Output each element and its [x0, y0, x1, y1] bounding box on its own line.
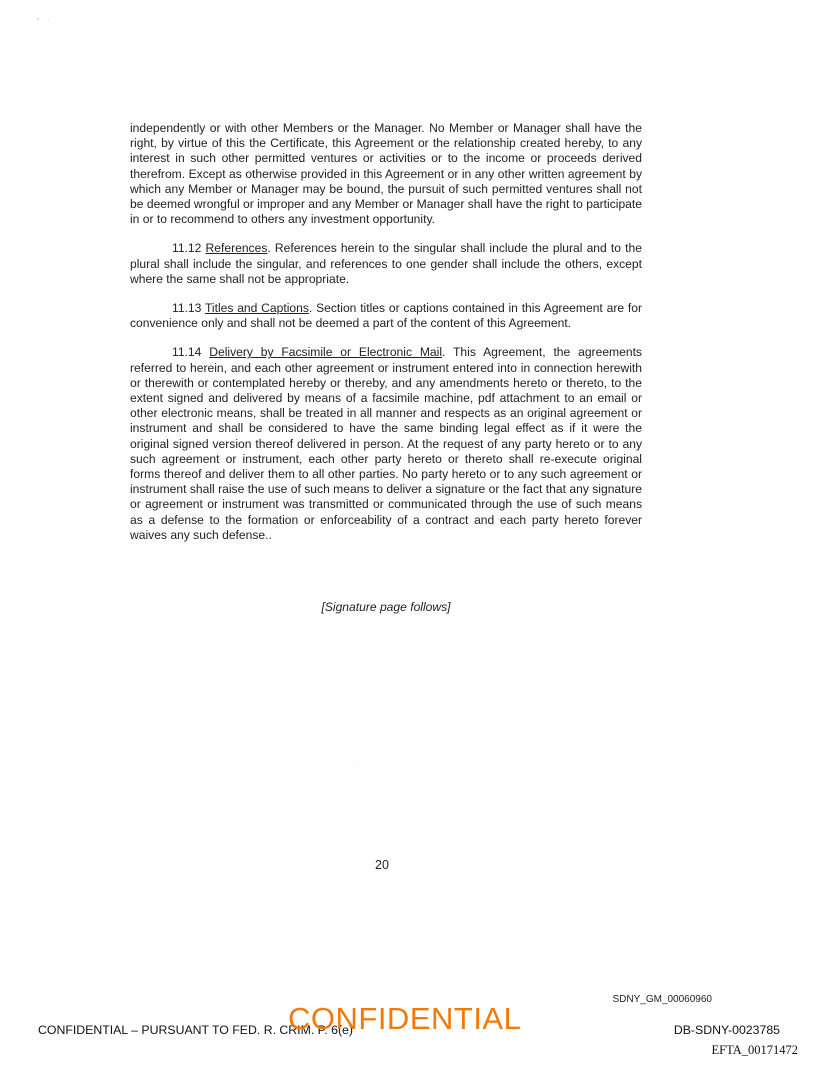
section-number: 11.12	[172, 241, 202, 256]
section-number: 11.14	[172, 345, 202, 360]
section-11-12: 11.12 References. References herein to the singular shall include the plural and to the plural shall include the singular, and references to one gender shall include the others, except where the same shall not be appropriate.	[130, 241, 642, 286]
section-11-14: 11.14 Delivery by Facsimile or Electronic Mail. This Agreement, the agreements referred to herein, and each other agreement or instrument entered into in connection herewith or therewith or contemplated hereby or thereby, and any amendments hereto or thereto, to the extent signed and delivered by means of a facsimile machine, pdf attachment to an email or other electronic means, shall be treated in all manner and respects as an original agreement or instrument and shall be considered to have the same binding legal effect as if it were the original signed version thereof delivered in person. At the request of any party hereto or to any such agreement or instrument, each other party hereto or thereto shall re-execute original forms thereof and deliver them to all other parties. No party hereto or to any such agreement or instrument shall raise the use of such means to deliver a signature or the fact that any signature or agreement or instrument was transmitted or communicated through the use of such means as a defense to the formation or enforceability of a contract and each party hereto forever waives any such defense..	[130, 345, 642, 542]
confidential-stamp: CONFIDENTIAL	[288, 1001, 522, 1036]
signature-page-note: [Signature page follows]	[321, 600, 451, 614]
paragraph-continuation	[130, 121, 642, 227]
page-number: 20	[375, 858, 389, 872]
bates-number-db: DB-SDNY-0023785	[673, 1023, 780, 1037]
section-heading: References	[205, 241, 268, 256]
paragraph-text: independently or with other Members or the Manager. No Member or Manager shall have the right, by virtue of this the Certificate, this Agreement or the relationship created hereby, to any interest in such other permitted ventures or activities or to the income or proceeds derived therefrom. Except as otherwise provided in this Agreement or in any other written agreement by which any Member or Manager may be bound, the pursuit of such permitted ventures shall not be deemed wrongful or improper and any Member or Manager shall have the right to participate in or to recommend to others any investment opportunity.	[130, 121, 642, 227]
section-text: References herein to the singular shall include the plural and to the plural shall include the singular, and references to one gender shall include the others, except where the same shall not be appropriate.	[130, 241, 642, 286]
document-body	[130, 121, 642, 557]
bates-number-sdny: SDNY_GM_00060960	[612, 994, 712, 1005]
section-text: This Agreement, the agreements referred to herein, and each other agreement or instrument entered into in connection herewith or therewith or contemplated hereby or thereby, and any amendments hereto or thereto, to the extent signed and delivered by means of a facsimile machine, pdf attachment to an email or other electronic means, shall be treated in all manner and respects as an original agreement or instrument and shall be considered to have the same binding legal effect as if it were the original signed version thereof delivered in person. At the request of any party hereto or to any such agreement or instrument, each other party hereto or thereto shall re-execute original forms thereof and deliver them to all other parties. No party hereto or to any such agreement or instrument shall raise the use of such means to deliver a signature or the fact that any signature or agreement or instrument was transmitted or communicated through the use of such means as a defense to the formation or enforceability of a contract and each party hereto forever waives any such defense..	[130, 345, 642, 542]
section-heading: Delivery by Facsimile or Electronic Mail	[209, 345, 443, 360]
section-text: Section titles or captions contained in this Agreement are for convenience only and shall not be deemed a part of the content of this Agreement.	[130, 301, 642, 331]
section-heading: Titles and Captions	[204, 301, 309, 316]
scan-speck	[354, 762, 355, 763]
scan-speck	[37, 18, 39, 20]
section-11-13: 11.13 Titles and Captions. Section titles or captions contained in this Agreement are for convenience only and shall not be deemed a part of the content of this Agreement.	[130, 301, 642, 331]
efta-number: EFTA_00171472	[711, 1043, 798, 1057]
section-number: 11.13	[172, 301, 202, 316]
scan-speck	[48, 20, 49, 21]
confidential-notice: CONFIDENTIAL – PURSUANT TO FED. R. CRIM. P. 6(e)	[38, 1023, 353, 1037]
